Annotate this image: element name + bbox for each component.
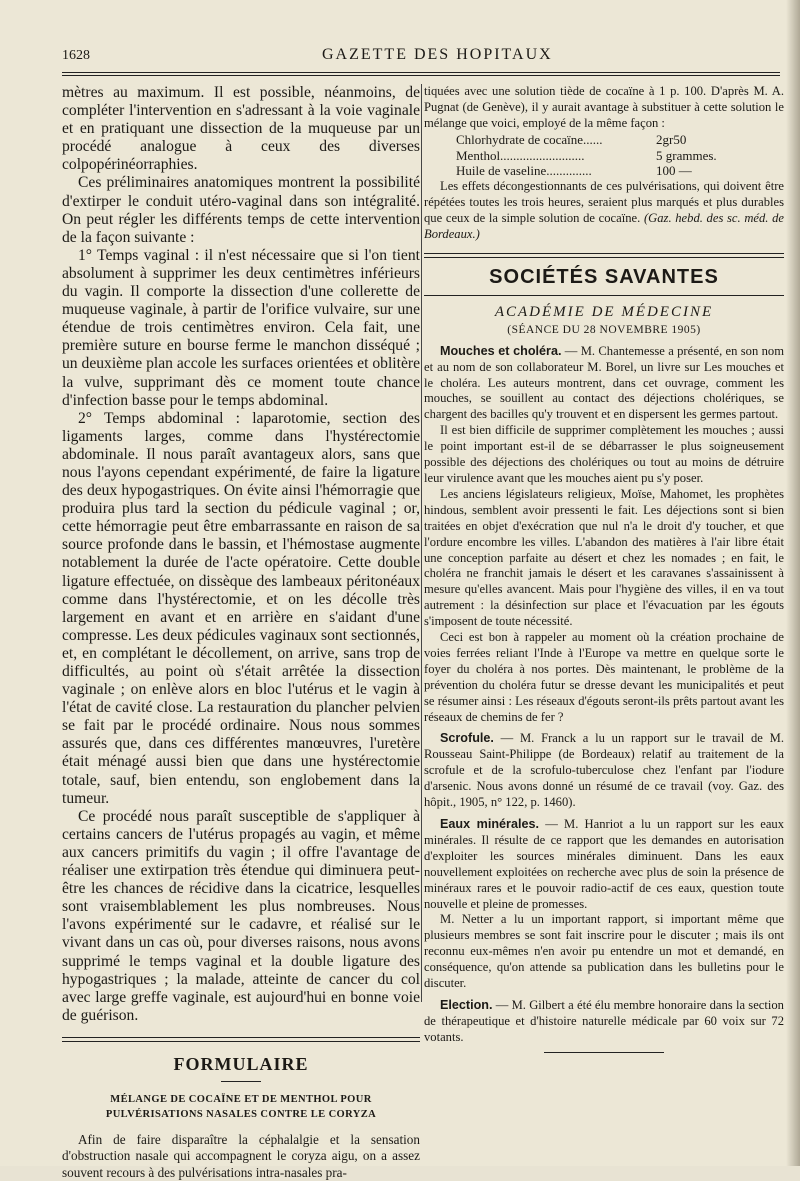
- recipe-row: Huile de vaseline.............. 100 —: [456, 163, 692, 179]
- page-number: 1628: [62, 48, 90, 63]
- paragraph: Scrofule. — M. Franck a lu un rapport sur le travail de M. Rousseau Saint-Philippe (de Bordeaux) relatif au traitement de la scrofule et de la scrofulo-tuberculose chez l'enfant par l'iodure d'arsenic. Nous avons donné un résumé de ce travail (voy. Gaz. des hôpit., 1905, n° 122, p. 1460).: [424, 731, 784, 810]
- title-dash: [221, 1081, 261, 1082]
- paragraph: 1° Temps vaginal : il n'est nécessaire que si l'on tient absolument à supprimer les deux centimètres inférieurs du vagin. Il comporte la dissection d'une collerette de muqueuse vaginale, à partir de l'orifice vulvaire, sur une étendue de trois centimètres environ. Cela fait, une première suture en bourse ferme le manchon disséqué ; un deuxième plan accole les surfaces orientées et oblitère la vulve, supprimant dès ce moment toute chance d'infection basse pour le temps abdominal.: [62, 246, 420, 409]
- paragraph: Ces préliminaires anatomiques montrent la possibilité d'extirper le conduit utéro-vaginal dans son intégralité. On peut régler les différents temps de cette intervention de la façon suivante :: [62, 174, 420, 246]
- academie-title: ACADÉMIE DE MÉDECINE: [494, 303, 714, 320]
- section-heading: Election.: [440, 997, 493, 1012]
- title-rule: [424, 295, 784, 296]
- section-heading: Scrofule.: [440, 731, 494, 746]
- paragraph: Les effets décongestionnants de ces pulvérisations, qui doivent être répétées toutes les trois heures, seraient plus marqués et plus durables que ceux de la simple solution de cocaïne. (Gaz. hebd. des sc. méd. de Bordeaux.): [424, 179, 785, 241]
- paragraph: M. Netter a lu un important rapport, si important même que plusieurs membres se sont fait inscrire pour le discuter ; mais ils ont reconnu eux-mêmes n'en avoir pu entendre un mot et demandé, en conséquence, qu'on attende sa publication dans les bulletins pour le discuter.: [424, 912, 784, 991]
- section-heading: Eaux minérales.: [440, 817, 539, 832]
- right-column: [424, 84, 784, 1053]
- left-column: [62, 84, 420, 1181]
- header-rule-2: [62, 75, 780, 76]
- section-heading: Mouches et choléra.: [440, 343, 562, 358]
- paragraph: Election. — M. Gilbert a été élu membre honoraire dans la section de thérapeutique et d'histoire naturelle médicale par 60 voix sur 72 votants.: [424, 997, 784, 1044]
- societes-title: SOCIÉTÉS SAVANTES: [489, 265, 719, 288]
- paragraph: tiquées avec une solution tiède de cocaïne à 1 p. 100. D'après M. A. Pugnat (de Genève), il y aurait avantage à substituer à cette solution le mélange que voici, employé de la même façon :: [424, 84, 784, 130]
- recipe: [424, 132, 784, 179]
- formulaire-text: Afin de faire disparaître la céphalalgie et la sensation d'obstruction nasale qui accompagnent le coryza aigu, on a assez souvent recours à des pulvérisations intra-nasales pra-: [62, 1131, 420, 1180]
- paragraph: Il est bien difficile de supprimer complètement les mouches ; aussi le point important est-il de se débarrasser le plus soigneusement possible des déjections des cholériques ou tout au moins de détruire leur virulence avant que les mouches aient pu s'y poser.: [424, 423, 784, 485]
- paragraph: Mouches et choléra. — M. Chantemesse a présenté, en son nom et au nom de son collaborateur M. Borel, un livre sur Les mouches et le choléra. Les auteurs montrent, dans cet ouvrage, comment les mouches, se souillent au contact des déjections cholériques, se chargent des bacilles qu'y trouvent et en dispersent les germes partout.: [424, 343, 784, 422]
- section-rule: [62, 1037, 420, 1042]
- recipe-row: Menthol.......................... 5 grammes.: [456, 147, 717, 163]
- seance-date: (SÉANCE DU 28 NOVEMBRE 1905): [507, 323, 701, 336]
- column-divider: [421, 84, 422, 1002]
- formulaire-subtitle: MÉLANGE DE COCAÏNE ET DE MENTHOL POUR PULVÉRISATIONS NASALES CONTRE LE CORYZA: [105, 1093, 377, 1120]
- paragraph: mètres au maximum. Il est possible, néanmoins, de compléter l'intervention en s'adressant à la voie vaginale et en pratiquant une dissection de la muqueuse par un procédé analogue à ceux des diverses colpopérinéorraphies.: [62, 84, 420, 174]
- page-header: [62, 44, 762, 66]
- paragraph: Les anciens législateurs religieux, Moïse, Mahomet, les prophètes hindous, semblent avoir pressenti le fait. Les déjections sont si bien traitées en objet d'exécration que nul n'a le droit d'y toucher, et que l'ordure encombre les villes. L'abandon des matières à l'air libre était une conception parfaite au désert et chez les nomades ; en fait, le choléra ne franchit jamais le désert et les caravanes s'assainissent à mesure qu'elles avancent. Mais pour l'hygiène des villes, il en va tout autrement : la désinfection sur place et l'évacuation par les égouts s'imposent de toute nécessité.: [424, 486, 784, 629]
- formulaire-title: FORMULAIRE: [173, 1053, 309, 1074]
- paragraph: Eaux minérales. — M. Hanriot a lu un rapport sur les eaux minérales. Il résulte de ce rapport que les demandes en autorisation d'exploiter les sources minérales diminuent. Dans les eaux nouvellement exploitées on recherche avec plus de soin la présence de minéraux rares et le pouvoir radio-actif de ces eaux, question toute nouvelle et pleine de promesses.: [424, 817, 784, 911]
- header-rule: [62, 72, 780, 73]
- section-rule: [424, 253, 784, 258]
- end-ornament: [544, 1052, 664, 1053]
- paragraph: Ceci est bon à rappeler au moment où la création prochaine de voies ferrées reliant l'Inde à l'Europe va mettre en quelque sorte le foyer du choléra à nos portes. Dès maintenant, le problème de la prévention du choléra futur se dresse devant les municipalités et peut se résumer ainsi : Les réseaux d'égouts seront-ils prêts partout avant les réseaux de chemins de fer ?: [424, 630, 784, 724]
- paragraph: Ce procédé nous paraît susceptible de s'appliquer à certains cancers de l'utérus propagés au vagin, et même aux cancers primitifs du vagin ; il offre l'avantage de réaliser une extirpation très étendue qui diminuera peut-être les chances de récidive dans la cicatrice, lesquelles sont vraisemblablement les plus nombreuses. Nous l'avons expérimenté sur le cadavre, et réalisé sur le vivant dans un cas où, pour diverses raisons, nous avons supprimé le temps vaginal et la double ligature des hypogastriques ; la malade, atteinte de cancer du col avec large greffe vaginale, est aujourd'hui en bonne voie de guérison.: [62, 807, 420, 1024]
- journal-title: GAZETTE DES HOPITAUX: [322, 46, 553, 63]
- citation: (Gaz. hebd. des sc. méd. de Bordeaux.): [424, 210, 785, 241]
- paragraph: 2° Temps abdominal : laparotomie, section des ligaments larges, comme dans l'hystérectomie abdominale. Il nous paraît avantageux alors, sans que nous l'ayons cependant expérimenté, de faire la ligature des deux hypogastriques. On évite ainsi l'hémorragie que produira plus tard la section du pédicule vaginal ; or, cette hémorragie peut être embarrassante en raison de sa source profonde dans le bassin, et l'hémostase augmente notablement la durée de l'acte opératoire. Cette double ligature effectuée, on dissèque des lambeaux péritonéaux comme dans l'hystérectomie, et on les décolle très largement en avant et en arrière en s'aidant d'une compresse. Les deux pédicules vaginaux sont sectionnés, et, en complétant le décollement, on arrive, sans trop de difficultés, au point où s'était arrêtée la dissection vaginale ; on enlève alors en bloc l'utérus et le vagin à l'état de cavité close. La restauration du plancher pelvien se fait par le procédé ordinaire. Nous nous sommes assurés que, dans ces différentes manœuvres, l'uretère était ménagé aussi bien que dans une hystérectomie totale, sauf, bien entendu, son englobement dans la tumeur.: [62, 409, 420, 807]
- recipe-row: Chlorhydrate de cocaïne...... 2gr50: [456, 131, 687, 147]
